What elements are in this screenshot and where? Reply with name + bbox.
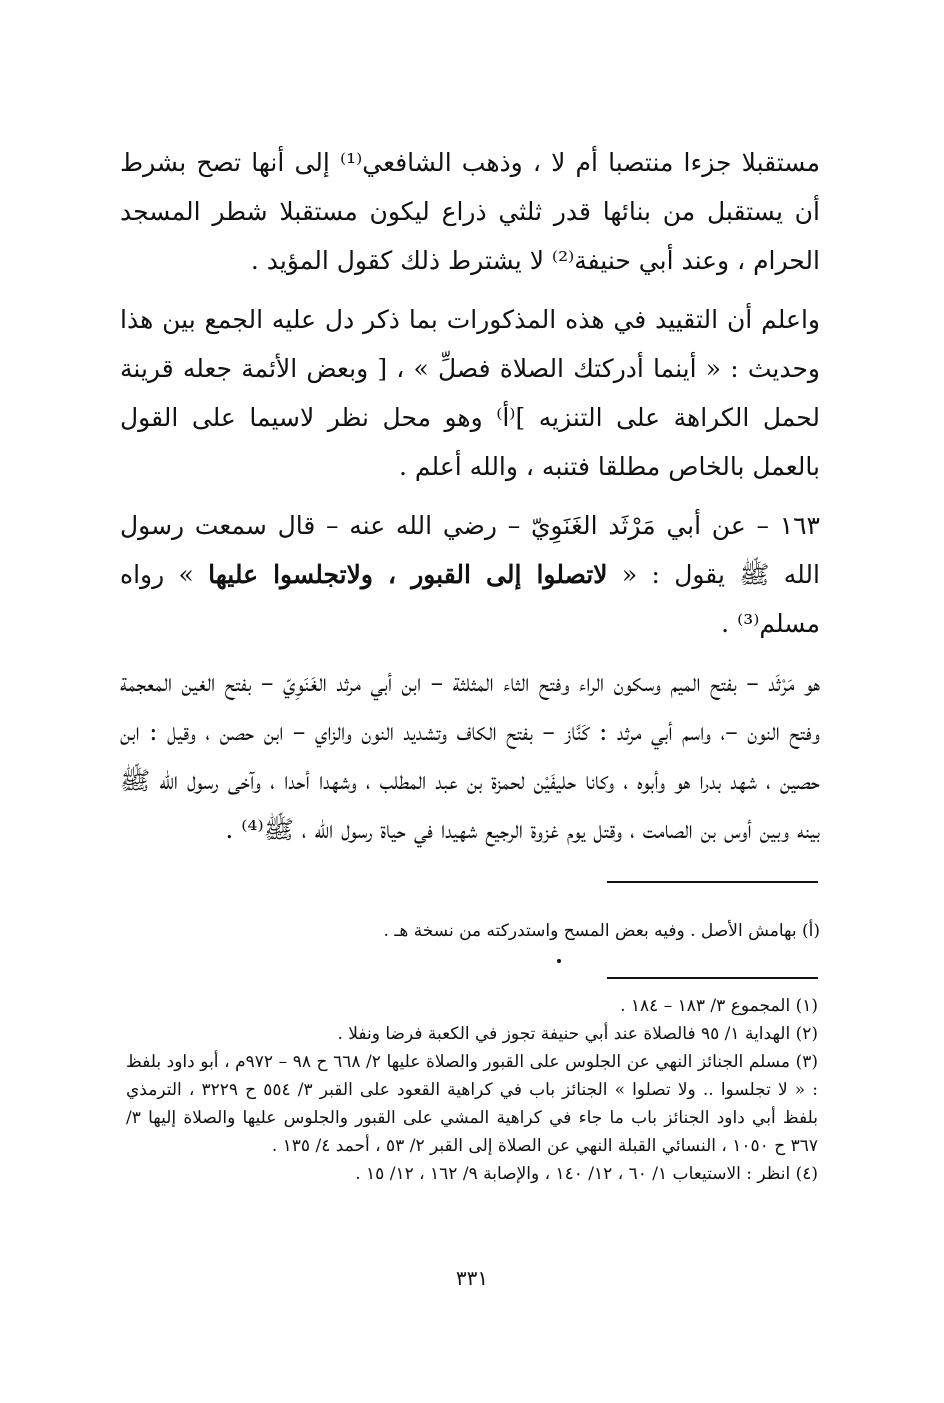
main-text-area (120, 138, 820, 854)
hadith-intro: ١٦٣ – عن أبي مَرْثَد الغَنَوِيّ – رضي الله عنه – قال سمعت رسول الله ﷺ يقول : « (120, 511, 820, 589)
footnote-3: (٣) مسلم الجنائز النهي عن الجلوس على القبور والصلاة عليها ٢/ ٦٦٨ ح ٩٨ – ٩٧٢م ، أبو داود بلفظ : « لا تجلسوا .. ولا تصلوا » الجنائز باب في كراهية القعود على القبر ٣/ ٥٥٤ ح ٣٢٢٩ ، الترمذي بلفظ أبي داود الجنائز باب ما جاء في كراهية المشي على القبور والجلوس عليها والصلاة إليها ٣/ ٣٦٧ ح ١٠٥٠ ، النسائي القبلة النهي عن الصلاة إلى القبر ٢/ ٥٣ ، أحمد ٤/ ١٣٥ . (126, 1052, 819, 1156)
margin-note: (أ) بهامش الأصل . وفيه بعض المسح واستدركته من نسخة هـ . (383, 921, 820, 941)
footnote-1: (١) المجموع ٣/ ١٨٣ – ١٨٤ . (620, 996, 818, 1016)
footnote-4: (٤) انظر : الاستيعاب ١/ ٦٠ ، ١٢/ ١٤٠ ، والإصابة ٩/ ١٦٢ ، ١٢/ ١٥ . (355, 1164, 818, 1184)
hadith-text: لاتصلوا إلى القبور ، ولاتجلسوا عليها (208, 560, 608, 589)
page-number: ٣٣١ (455, 1266, 489, 1290)
paragraph-3-hadith-163 (120, 501, 820, 648)
hadith-source: » رواه مسلم⁽³⁾ . (120, 560, 820, 638)
paragraph-2: واعلم أن التقييد في هذه المذكورات بما ذكر دل عليه الجمع بين هذا وحديث : « أينما أدركتك الصلاة فصلِّ » ، [ وبعض الأئمة جعله قرينة لحمل الكراهة على التنزيه ]⁽أ⁾ وهو محل نظر لاسيما على القول بالعمل بالخاص مطلقا فتنبه ، والله أعلم . (120, 305, 820, 481)
footnote-divider-top (607, 881, 818, 883)
footnote-2: (٢) الهداية ١/ ٩٥ فالصلاة عند أبي حنيفة تجوز في الكعبة فرضا ونفلا . (337, 1024, 818, 1044)
divider-dot (557, 959, 561, 963)
paragraph-4-narrator-bio: هو مَرْثَد – بفتح الميم وسكون الراء وفتح الثاء المثلثة – ابن أبي مرثد الغَنَوِيّ – بفتح الغين المعجمة وفتح النون –، واسم أبي مرثد : كَنَّاز – بفتح الكاف وتشديد النون والزاي – ابن حصن ، وقيل : ابن حصين ، شهد بدرا هو وأبوه ، وكانا حليفَيْن لحمزة بن عبد المطلب ، وشهدا أحدا ، وآخى رسول الله ﷺ بينه وبين أوس بن الصامت ، وقتل يوم غزوة الرجيع شهيدا في حياة رسول الله ، ﷺ⁽⁴⁾ . (120, 668, 820, 844)
footnote-divider-bottom (607, 977, 818, 979)
footnotes-list (126, 992, 818, 1188)
paragraph-1: مستقبلا جزءا منتصبا أم لا ، وذهب الشافعي⁽¹⁾ إلى أنها تصح بشرط أن يستقبل من بنائها قدر ثلثي ذراع ليكون مستقبلا شطر المسجد الحرام ، وعند أبي حنيفة⁽²⁾ لا يشترط ذلك كقول المؤيد . (120, 148, 820, 275)
